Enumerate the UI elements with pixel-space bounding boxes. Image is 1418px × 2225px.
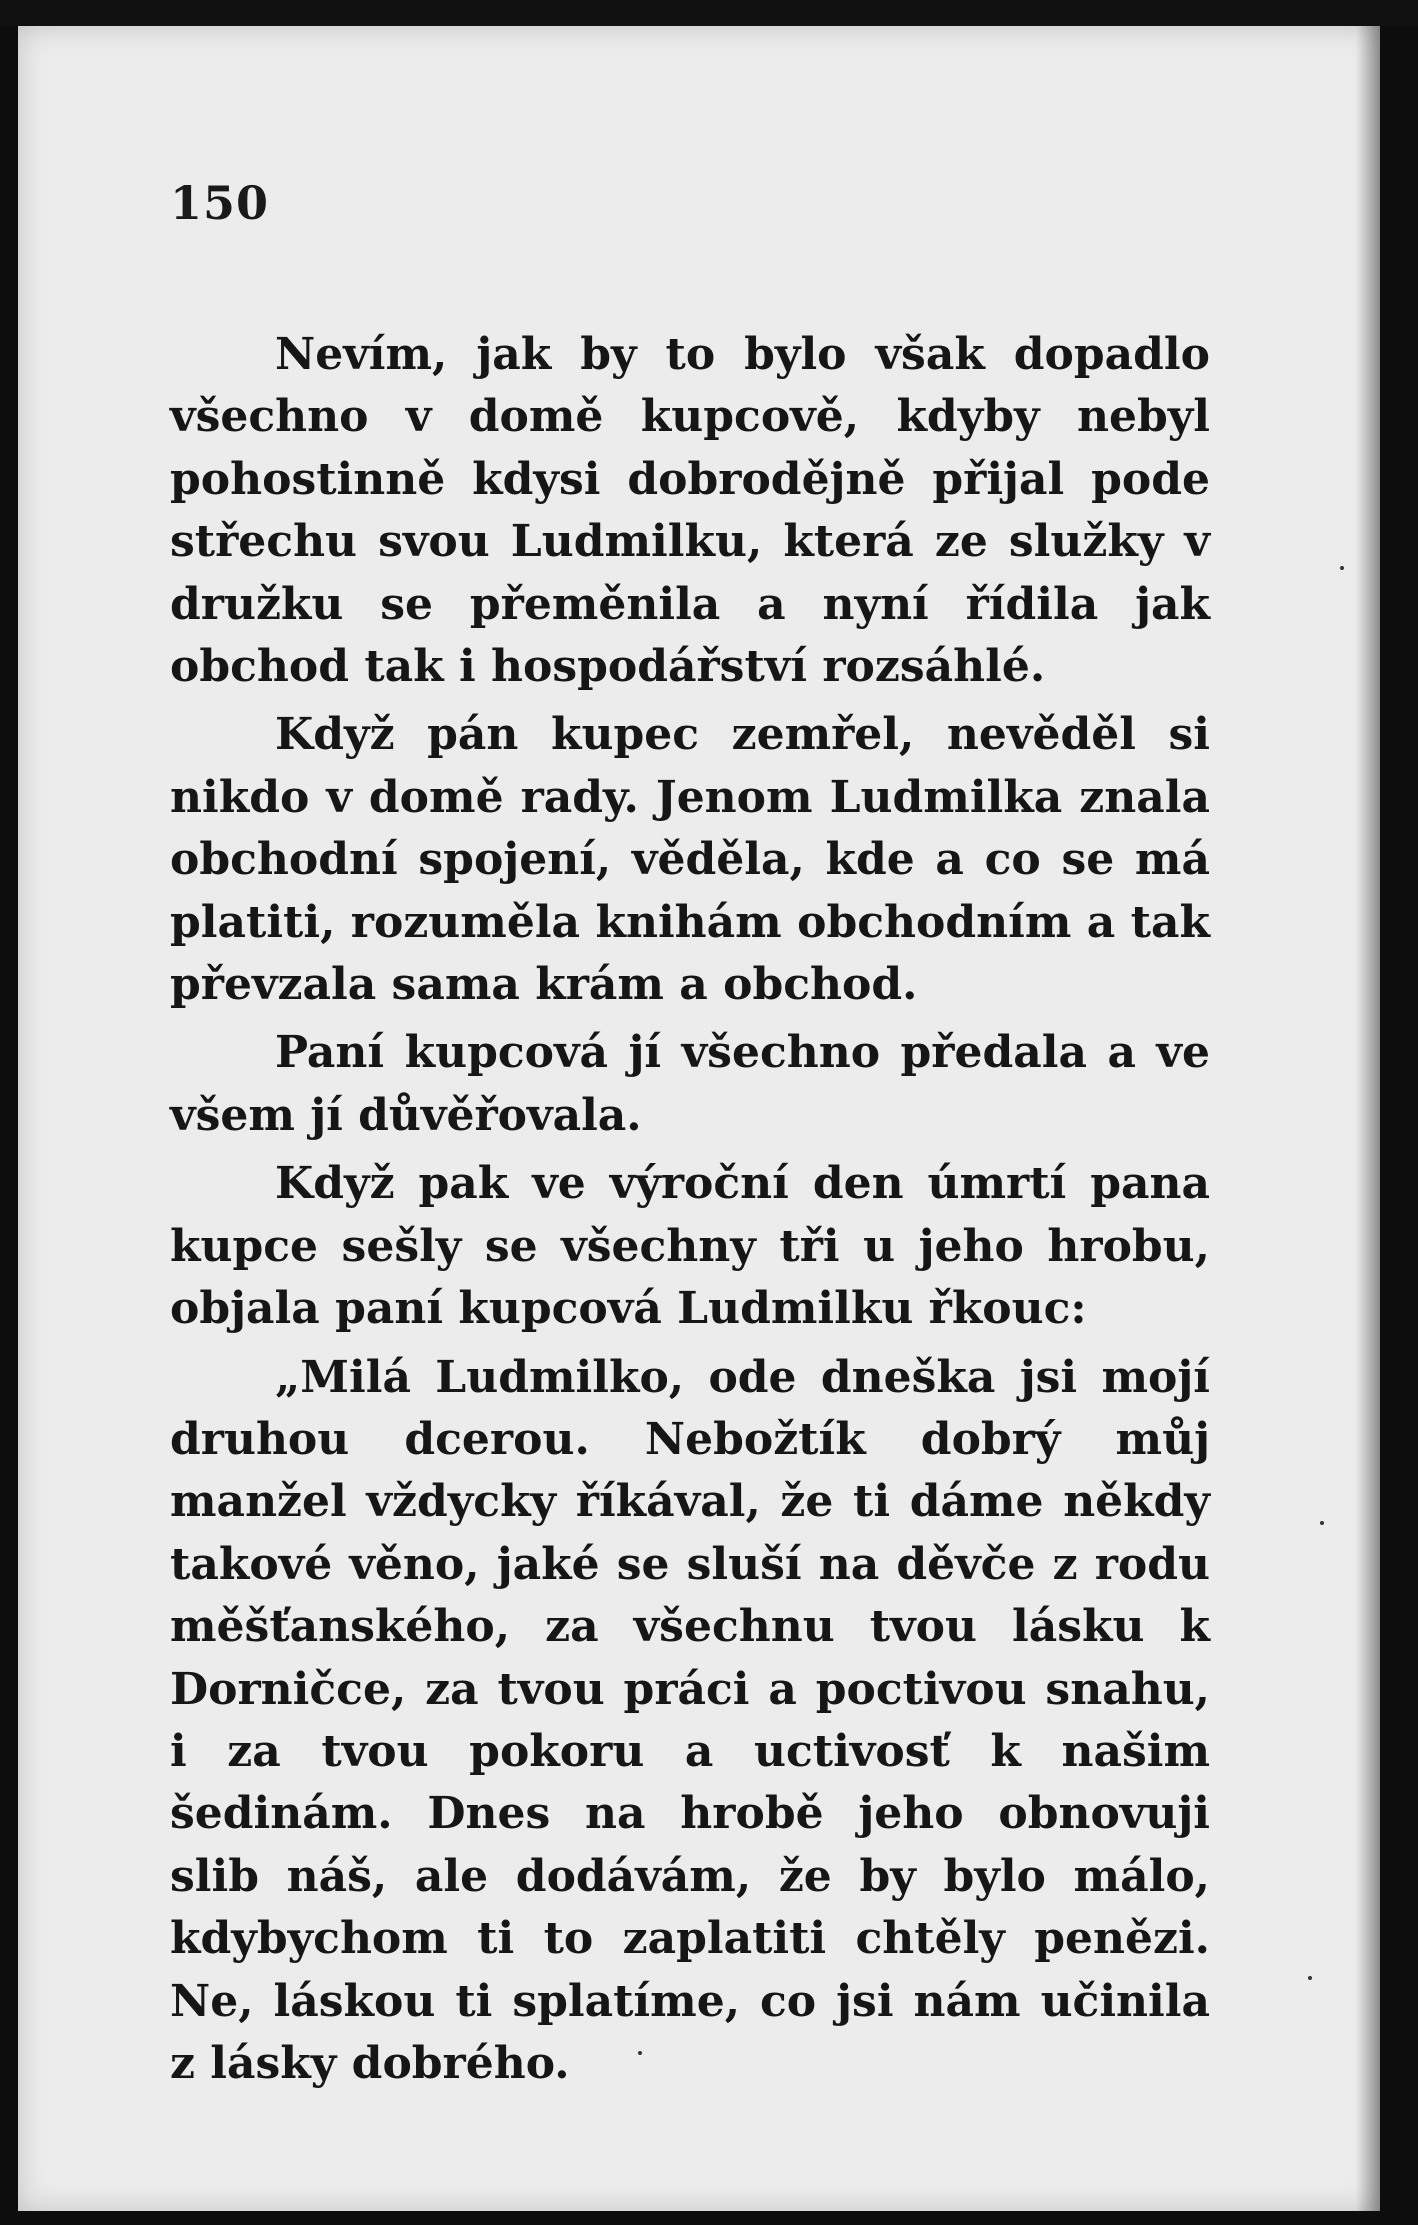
scan-border — [0, 0, 1418, 26]
paper-speck — [1340, 566, 1344, 570]
paragraph: „Milá Ludmilko, ode dneška jsi mojí druhou dcerou. Nebožtík dobrý můj manžel vždycky říkával, že ti dáme někdy takové věno, jaké se sluší na děvče z rodu měšťanského, za všechnu tvou lásku k Dorničce, za tvou práci a poctivou snahu, i za tvou pokoru a uctivosť k našim šedinám. Dnes na hrobě jeho obnovuji slib náš, ale dodávám, že by bylo málo, kdybychom ti to zaplatiti chtěly penězi. Ne, láskou ti splatíme, co jsi nám učinila z lásky dobrého. — [170, 1351, 1210, 2089]
paragraph: Paní kupcová jí všechno předala a ve všem jí důvěřovala. — [170, 1027, 1210, 1141]
paragraph: Nevím, jak by to bylo však dopadlo všechno v domě kupcově, kdyby nebyl pohostinně kdysi dobroděјně přijal pode střechu svou Ludmilku, která ze služky v družku se přeměnila a nyní řídila jak obchod tak i hospodářství rozsáhlé. — [170, 329, 1210, 693]
paper-speck — [1320, 1521, 1324, 1525]
body-text — [170, 324, 1210, 2103]
book-page — [18, 26, 1380, 2211]
page-gutter-shadow — [1356, 26, 1380, 2211]
paper-speck — [638, 2051, 642, 2055]
paragraph: Když pak ve výroční den úmrtí pana kupce sešly se všechny tři u jeho hrobu, objala paní kupcová Ludmilku řkouc: — [170, 1158, 1210, 1335]
page-number: 150 — [170, 176, 270, 230]
paper-speck — [1308, 1976, 1312, 1980]
paragraph: Když pán kupec zemřel, nevěděl si nikdo v domě rady. Jenom Ludmilka znala obchodní spojení, věděla, kde a co se má platiti, rozuměla knihám obchodním a tak převzala sama krám a obchod. — [170, 709, 1210, 1011]
